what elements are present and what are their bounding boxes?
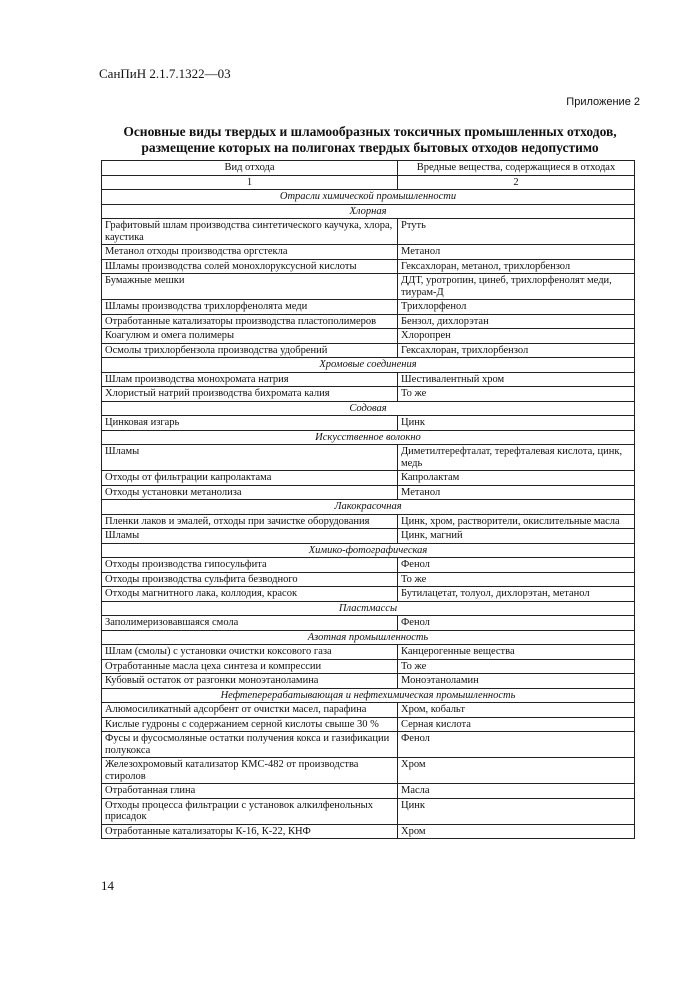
page-title [80, 124, 660, 156]
table-row [102, 471, 635, 486]
title-line: Основные виды твердых и шламообразных токсичных промышленных отходов, [123, 124, 617, 139]
substances-cell: Хром [398, 824, 635, 839]
substances-cell: Канцерогенные вещества [398, 645, 635, 660]
waste-type-cell: Отработанные масла цеха синтеза и компрессии [102, 659, 398, 674]
section-heading: Искусственное волокно [102, 430, 635, 445]
waste-type-cell: Отработанные катализаторы производства пластополимеров [102, 314, 398, 329]
waste-type-cell: Отходы магнитного лака, коллодия, красок [102, 587, 398, 602]
substances-cell: Бензол, дихлорэтан [398, 314, 635, 329]
table-row [102, 314, 635, 329]
table-row [102, 732, 635, 758]
waste-type-cell: Отходы производства гипосульфита [102, 558, 398, 573]
table-row [102, 645, 635, 660]
substances-cell: Гексахлоран, трихлорбензол [398, 343, 635, 358]
table-row [102, 703, 635, 718]
waste-type-cell: Отходы процесса фильтрации с установок алкилфенольных присадок [102, 798, 398, 824]
waste-type-cell: Хлористый натрий производства бихромата калия [102, 387, 398, 402]
table-row [102, 558, 635, 573]
column-number: 1 [102, 175, 398, 190]
substances-cell: Цинк [398, 798, 635, 824]
document-code: СанПиН 2.1.7.1322—03 [99, 66, 231, 81]
section-row [102, 601, 635, 616]
substances-cell: Хлоропрен [398, 329, 635, 344]
substances-cell: То же [398, 659, 635, 674]
waste-type-cell: Отходы установки метанолиза [102, 485, 398, 500]
table-row [102, 587, 635, 602]
substances-cell: Ртуть [398, 219, 635, 245]
table-row [102, 659, 635, 674]
waste-type-cell: Алюмосиликатный адсорбент от очистки масел, парафина [102, 703, 398, 718]
table-row [102, 300, 635, 315]
substances-cell: Бутилацетат, толуол, дихлорэтан, метанол [398, 587, 635, 602]
substances-cell: Цинк [398, 416, 635, 431]
waste-type-cell: Кислые гудроны с содержанием серной кислоты свыше 30 % [102, 717, 398, 732]
page-number: 14 [101, 878, 114, 893]
section-row [102, 630, 635, 645]
table-row [102, 245, 635, 260]
waste-type-cell: Шламы [102, 445, 398, 471]
section-heading: Пластмассы [102, 601, 635, 616]
waste-type-cell: Отработанные катализаторы К-16, К-22, КНФ [102, 824, 398, 839]
substances-cell: Хром, кобальт [398, 703, 635, 718]
table-row [102, 529, 635, 544]
section-heading: Хромовые соединения [102, 358, 635, 373]
waste-type-cell: Заполимеризовавшаяся смола [102, 616, 398, 631]
substances-cell: Трихлорфенол [398, 300, 635, 315]
substances-cell: Моноэтаноламин [398, 674, 635, 689]
waste-table [101, 160, 635, 839]
table-row [102, 372, 635, 387]
column-number-row [102, 175, 635, 190]
section-row [102, 500, 635, 515]
table-row [102, 445, 635, 471]
section-heading: Содовая [102, 401, 635, 416]
table-row [102, 784, 635, 799]
section-row [102, 688, 635, 703]
substances-cell: Гексахлоран, метанол, трихлорбензол [398, 259, 635, 274]
table-row [102, 824, 635, 839]
section-heading: Нефтеперерабатывающая и нефтехимическая промышленность [102, 688, 635, 703]
substances-cell: Метанол [398, 245, 635, 260]
waste-type-cell: Шлам производства монохромата натрия [102, 372, 398, 387]
waste-type-cell: Шламы [102, 529, 398, 544]
column-header-waste: Вид отхода [102, 161, 398, 176]
section-heading: Хлорная [102, 204, 635, 219]
waste-type-cell: Бумажные мешки [102, 274, 398, 300]
table-row [102, 674, 635, 689]
section-heading: Азотная промышленность [102, 630, 635, 645]
section-heading: Лакокрасочная [102, 500, 635, 515]
substances-cell: Масла [398, 784, 635, 799]
table-row [102, 485, 635, 500]
section-heading: Химико-фотографическая [102, 543, 635, 558]
waste-type-cell: Шлам (смолы) с установки очистки коксового газа [102, 645, 398, 660]
section-row [102, 543, 635, 558]
section-row [102, 358, 635, 373]
substances-cell: Шестивалентный хром [398, 372, 635, 387]
waste-type-cell: Метанол отходы производства оргстекла [102, 245, 398, 260]
section-row [102, 204, 635, 219]
waste-type-cell: Фусы и фусосмоляные остатки получения кокса и газификации полукокса [102, 732, 398, 758]
substances-cell: Фенол [398, 558, 635, 573]
table-row [102, 717, 635, 732]
table-row [102, 219, 635, 245]
table-row [102, 416, 635, 431]
waste-type-cell: Шламы производства трихлорфенолята меди [102, 300, 398, 315]
column-header-substances: Вредные вещества, содержащиеся в отходах [398, 161, 635, 176]
waste-type-cell: Цинковая изгарь [102, 416, 398, 431]
substances-cell: Метанол [398, 485, 635, 500]
substances-cell: Хром [398, 758, 635, 784]
title-line: размещение которых на полигонах твердых бытовых отходов недопустимо [141, 140, 599, 155]
appendix-label: Приложение 2 [566, 96, 640, 108]
table-row [102, 616, 635, 631]
table-row [102, 259, 635, 274]
waste-type-cell: Пленки лаков и эмалей, отходы при зачистке оборудования [102, 514, 398, 529]
table-row [102, 758, 635, 784]
waste-type-cell: Графитовый шлам производства синтетического каучука, хлора, каустика [102, 219, 398, 245]
substances-cell: Серная кислота [398, 717, 635, 732]
table-row [102, 387, 635, 402]
waste-type-cell: Отходы производства сульфита безводного [102, 572, 398, 587]
waste-type-cell: Кубовый остаток от разгонки моноэтаноламина [102, 674, 398, 689]
substances-cell: Цинк, хром, растворители, окислительные масла [398, 514, 635, 529]
substances-cell: Капролактам [398, 471, 635, 486]
substances-cell: Фенол [398, 732, 635, 758]
substances-cell: Цинк, магний [398, 529, 635, 544]
table-row [102, 514, 635, 529]
section-row [102, 401, 635, 416]
waste-type-cell: Отходы от фильтрации капролактама [102, 471, 398, 486]
table-header-row [102, 161, 635, 176]
substances-cell: То же [398, 387, 635, 402]
table-row [102, 343, 635, 358]
table-row [102, 274, 635, 300]
substances-cell: Диметилтерефталат, терефталевая кислота, цинк, медь [398, 445, 635, 471]
column-number: 2 [398, 175, 635, 190]
table-row [102, 798, 635, 824]
waste-type-cell: Коагулюм и омега полимеры [102, 329, 398, 344]
waste-type-cell: Железохромовый катализатор КМС-482 от производства стиролов [102, 758, 398, 784]
substances-cell: То же [398, 572, 635, 587]
waste-type-cell: Осмолы трихлорбензола производства удобрений [102, 343, 398, 358]
section-row [102, 430, 635, 445]
waste-type-cell: Отработанная глина [102, 784, 398, 799]
substances-cell: Фенол [398, 616, 635, 631]
substances-cell: ДДТ, уротропин, цинеб, трихлорфенолят меди, тиурам-Д [398, 274, 635, 300]
waste-type-cell: Шламы производства солей монохлоруксусной кислоты [102, 259, 398, 274]
section-heading: Отрасли химической промышленности [102, 190, 635, 205]
table-row [102, 329, 635, 344]
section-row [102, 190, 635, 205]
table-row [102, 572, 635, 587]
